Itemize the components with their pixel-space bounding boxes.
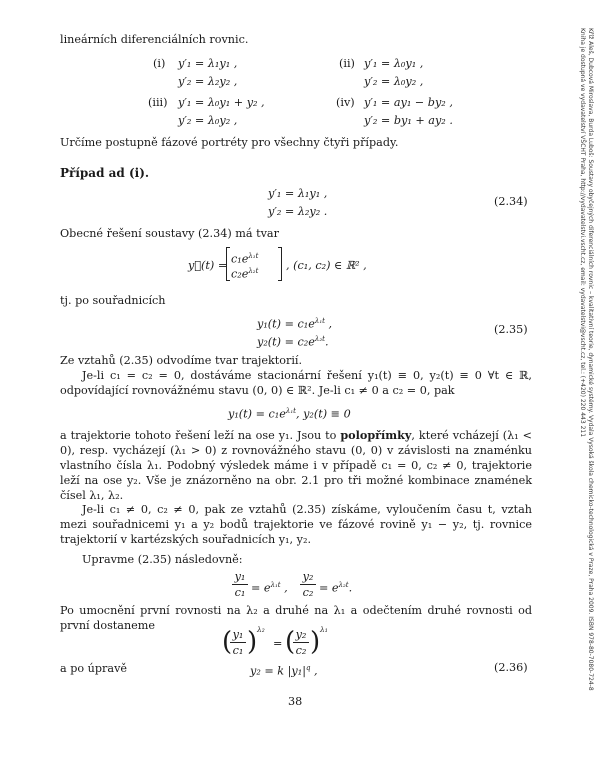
sys-iii-eq1: y′₁ = λ₀y₁ + y₂ , [178, 96, 265, 109]
intro-text: lineárních diferenciálních rovnic. [60, 33, 249, 46]
solution-matrix [226, 247, 282, 281]
sys-iv-eq2: y′₂ = by₁ + ay₂ . [364, 114, 453, 127]
power-paragraph: Po umocnění první rovnosti na λ₂ a druhé na λ₁ a odečtením druhé rovnosti od první dostaneme [60, 604, 532, 632]
coordinates-text: tj. po souřadnicích [60, 294, 166, 307]
eq-2-34-number: (2.34) [494, 195, 528, 208]
sys-iii-label: (iii) [148, 96, 168, 109]
bold-term: polopřímky [340, 428, 412, 442]
rewrite-text: Upravme (2.35) následovně: [82, 553, 243, 566]
sys-ii-eq1: y′₁ = λ₀y₁ , [364, 57, 424, 70]
side-line-2: Kniha je dostupná ve vydavatelství VŠCHT Praha, http://vydavatelstvi.vscht.cz, email: vydavatelstvi@vscht.cz, tel.: (+420) 220 443 211 [579, 28, 586, 438]
nonzero-paragraph: Je-li c₁ ≠ 0, c₂ ≠ 0, pak ze vztahů (2.35) získáme, vyloučením času t, vztah mezi souřadnicemi y₁ a y₂ bodů trajektorie ve fázové rovině y₁ − y₂, tj. rovnice trajektorií v kartézských souřadnicích y₁, y₂. [60, 503, 532, 546]
sys-iv-label: (iv) [336, 96, 355, 109]
power-frac-2: y₂ c₂ [293, 628, 309, 657]
eq-2-35-line1: $y_1(t) = c_1e^{\lambda_1t}$ , [257, 317, 333, 331]
general-solution-text: Obecné řešení soustavy (2.34) má tvar [60, 227, 279, 240]
eq-2-36-number: (2.36) [494, 661, 528, 674]
paren-open-2: ( [285, 627, 296, 657]
eq-2-36: y₂ = k $|y_1|^q$ , [250, 664, 318, 678]
frac-y1-c1: y₁ c₁ [232, 570, 248, 599]
matrix-row-1: $c_1e^{\lambda_1t}$ [231, 252, 259, 266]
paren-open-1: ( [222, 627, 233, 657]
frac-eq-2: = $e^{\lambda_2t}$. [319, 581, 353, 595]
eq-2-34-line2: y′₂ = λ₂y₂ . [268, 205, 328, 218]
power-exp-2: λ₁ [320, 625, 328, 634]
vector-lhs: y⃗(t) = [188, 259, 228, 272]
stationary-paragraph: Je-li c₁ = c₂ = 0, dostáváme stacionární řešení y₁(t) ≡ 0, y₂(t) ≡ 0 ∀t ∈ ℝ, odpovídající rovnovážnému stavu (0, 0) ∈ ℝ². Je-li c₁ ≠ 0 a c₂ = 0, pak [60, 369, 532, 397]
case-heading: Případ ad (i). [60, 166, 150, 180]
eq-half-line: $y_1(t) = c_1e^{\lambda_1t}$, y₂(t) ≡ 0 [228, 407, 351, 421]
page-number: 38 [288, 695, 303, 708]
paren-close-1: ) [247, 627, 258, 657]
after-text: a po úpravě [60, 662, 128, 675]
sys-i-label: (i) [153, 57, 166, 70]
eq-2-35-number: (2.35) [494, 323, 528, 336]
side-line-1: Kříž Aleš, Dubcová Miroslava, Burda Luboš: Soustavy obyčejných diferenciálních rovnic – kvalitativní teorie, dynamické systémy. Vydala Vysoká škola chemicko-technologická v Praze, Praha 2009. ISBN 978-80-7080-724-8 [587, 28, 594, 691]
phase-portraits-text: Určíme postupně fázové portréty pro všechny čtyři případy. [60, 136, 399, 149]
trajectory-text: Ze vztahů (2.35) odvodíme tvar trajektorií. [60, 354, 303, 367]
power-frac-1: y₁ c₁ [230, 628, 246, 657]
sys-iii-eq2: y′₂ = λ₀y₂ , [178, 114, 238, 127]
vector-rhs: , (c₁, c₂) ∈ ℝ² , [286, 259, 367, 272]
eq-2-35-line2: $y_2(t) = c_2e^{\lambda_2t}$. [257, 335, 329, 349]
eq-2-34-line1: y′₁ = λ₁y₁ , [268, 187, 328, 200]
sys-ii-label: (ii) [339, 57, 355, 70]
frac-eq-1: = $e^{\lambda_1t}$ , [251, 581, 288, 595]
matrix-row-2: $c_2e^{\lambda_2t}$ [231, 267, 259, 281]
side-copyright [566, 28, 594, 748]
sys-iv-eq1: y′₁ = ay₁ − by₂ , [364, 96, 453, 109]
sys-i-eq1: y′₁ = λ₁y₁ , [178, 57, 238, 70]
sys-i-eq2: y′₂ = λ₂y₂ , [178, 75, 238, 88]
frac-y2-c2: y₂ c₂ [300, 570, 316, 599]
power-exp-1: λ₂ [257, 625, 265, 634]
halflines-paragraph: a trajektorie tohoto řešení leží na ose y₁. Jsou to polopřímky, které vcházejí (λ₁ < 0), resp. vycházejí (λ₁ > 0) z rovnovážného stavu (0, 0) v závislosti na znaménku vlastního čísla λ₁. Podobný výsledek máme i v případě c₁ = 0, c₂ ≠ 0, trajektorie leží na ose y₂. Vše je znázorněno na obr. 2.1 pro tři možné kombinace znamének čísel λ₁, λ₂. [60, 428, 532, 502]
paren-close-2: ) [310, 627, 321, 657]
sys-ii-eq2: y′₂ = λ₀y₂ , [364, 75, 424, 88]
power-equals: = [273, 637, 283, 650]
